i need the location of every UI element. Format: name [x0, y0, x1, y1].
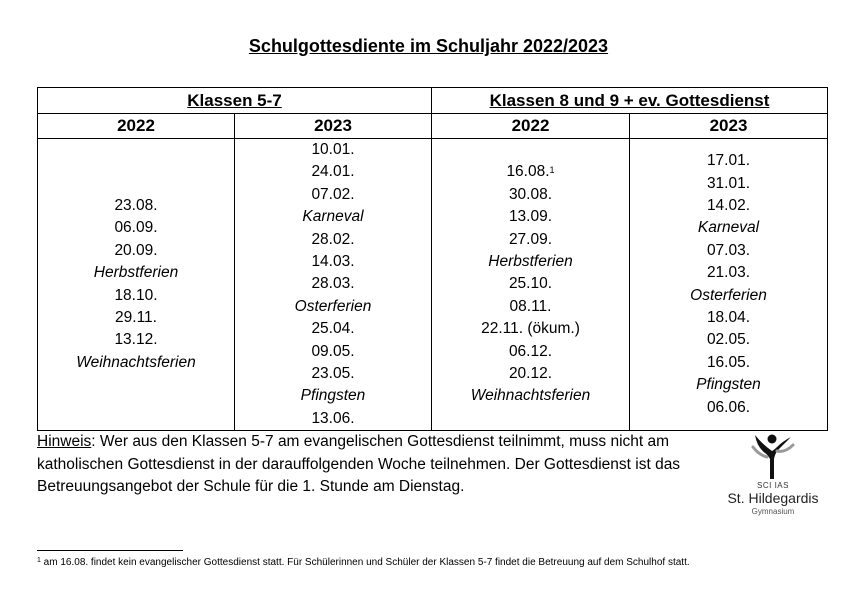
service-date — [311, 363, 354, 385]
service-date — [311, 139, 354, 161]
footnote-separator — [37, 550, 183, 551]
service-date — [311, 229, 354, 251]
logo-type: Gymnasium — [751, 507, 795, 516]
service-date — [509, 363, 552, 385]
logo-motto: SCI IAS — [757, 481, 789, 490]
entry-text: 09.05. — [311, 342, 355, 360]
service-date — [707, 150, 750, 172]
holiday-label — [295, 296, 372, 318]
holiday-label — [76, 352, 195, 374]
entry-text: Weihnachtsferien — [76, 353, 196, 371]
service-date — [311, 273, 354, 295]
service-date — [114, 240, 157, 262]
service-date — [311, 251, 354, 273]
service-date — [114, 195, 157, 217]
service-date — [115, 307, 157, 329]
date-column — [432, 139, 630, 431]
entry-text: Pfingsten — [696, 376, 761, 394]
entry-text: 25.04. — [311, 320, 355, 338]
logo-name: St. Hildegardis — [727, 490, 819, 506]
entry-text: Osterferien — [294, 297, 372, 315]
year-header: 2022 — [38, 114, 235, 139]
service-date — [114, 217, 157, 239]
group-header-klassen-8-9: Klassen 8 und 9 + ev. Gottesdienst — [432, 88, 828, 114]
service-date — [509, 206, 552, 228]
entry-text: 14.03. — [311, 253, 355, 271]
holiday-label — [690, 285, 767, 307]
note-paragraph — [37, 431, 717, 499]
year-header: 2023 — [235, 114, 432, 139]
service-date — [707, 329, 750, 351]
entry-text: 28.02. — [311, 230, 355, 248]
year-header: 2022 — [432, 114, 630, 139]
entry-text: 17.01. — [706, 152, 751, 170]
entry-text: 16.08. — [506, 163, 550, 181]
entry-text: 06.12. — [508, 342, 553, 360]
entry-text: Pfingsten — [300, 387, 366, 405]
entry-text: 07.03. — [706, 241, 751, 259]
holiday-label — [94, 262, 178, 284]
service-date — [509, 273, 552, 295]
entry-text: 08.11. — [509, 297, 552, 315]
entry-text: Herbstferien — [93, 264, 179, 282]
entry-text: 20.12. — [508, 365, 553, 383]
service-date — [311, 161, 354, 183]
entry-text: 22.11. (ökum.) — [481, 320, 580, 338]
entry-text: 23.05. — [311, 365, 355, 383]
service-date — [707, 173, 750, 195]
holiday-label — [301, 385, 366, 407]
school-logo — [718, 433, 828, 533]
entry-text: Weihnachtsferien — [470, 387, 591, 405]
entry-text: Herbstferien — [488, 253, 573, 271]
entry-text: 27.09. — [508, 230, 553, 248]
holiday-label — [471, 385, 590, 407]
entry-text: 14.02. — [706, 197, 751, 215]
hildegardis-figure-icon — [743, 433, 803, 481]
service-date — [506, 161, 554, 183]
service-date — [510, 296, 552, 318]
entry-text: 06.09. — [114, 219, 158, 237]
entry-text: Osterferien — [690, 286, 767, 304]
service-date — [114, 329, 157, 351]
entry-text: 20.09. — [114, 241, 158, 259]
year-header: 2023 — [630, 114, 828, 139]
service-date — [311, 341, 354, 363]
service-date — [509, 229, 552, 251]
entry-text: 13.12. — [114, 331, 158, 349]
entry-text: 24.01. — [311, 163, 355, 181]
entry-text: Karneval — [697, 219, 760, 237]
entry-text: Karneval — [302, 208, 364, 226]
footnote — [37, 557, 690, 568]
service-date — [114, 285, 157, 307]
entry-text: 16.05. — [706, 353, 751, 371]
entry-text: 28.03. — [311, 275, 355, 293]
entry-text: 23.08. — [114, 197, 158, 215]
note-text: : Wer aus den Klassen 5-7 am evangelischen Gottesdienst teilnimmt, muss nicht am katholischen Gottesdienst in der darauffolgenden Woche teilnehmen. Der Gottesdienst ist das Betreuungsangebot der Schule für die 1. Stunde am Dienstag. — [37, 433, 681, 495]
date-column — [38, 139, 235, 431]
entry-text: 25.10. — [508, 275, 553, 293]
service-date — [509, 341, 552, 363]
entry-text: 10.01. — [311, 141, 355, 158]
service-date — [481, 318, 580, 340]
entry-text: 07.02. — [311, 185, 355, 203]
holiday-label — [696, 374, 761, 396]
service-date — [311, 184, 354, 206]
group-header-klassen-5-7: Klassen 5-7 — [38, 88, 432, 114]
schedule-table — [37, 87, 828, 431]
service-date — [509, 184, 552, 206]
entry-text: 18.10. — [114, 286, 158, 304]
entry-text: 13.06. — [311, 409, 355, 427]
page-title: Schulgottesdiente im Schuljahr 2022/2023 — [248, 36, 609, 56]
service-date — [311, 408, 354, 430]
entry-text: 13.09. — [508, 208, 553, 226]
service-date — [707, 397, 750, 419]
service-date — [707, 307, 750, 329]
note-label: Hinweis — [37, 433, 92, 450]
service-date — [707, 195, 750, 217]
service-date — [707, 240, 750, 262]
service-date — [311, 318, 354, 340]
footnote-ref: 1 — [549, 165, 555, 176]
footnote-text: am 16.08. findet kein evangelischer Gottesdienst statt. Für Schülerinnen und Schüler der Klassen 5-7 findet die Betreuung auf dem Schulhof statt. — [40, 557, 690, 568]
entry-text: 30.08. — [508, 185, 553, 203]
footnote-mark: 1 — [37, 557, 41, 564]
service-date — [707, 352, 750, 374]
holiday-label — [698, 217, 759, 239]
date-column — [235, 139, 432, 431]
entry-text: 18.04. — [706, 309, 751, 327]
entry-text: 06.06. — [706, 398, 751, 416]
entry-text: 21.03. — [706, 264, 751, 282]
entry-text: 29.11. — [115, 309, 157, 327]
holiday-label — [302, 206, 363, 228]
holiday-label — [488, 251, 572, 273]
service-date — [707, 262, 750, 284]
date-column — [630, 139, 828, 431]
entry-text: 02.05. — [706, 331, 751, 349]
entry-text: 31.01. — [706, 174, 751, 192]
